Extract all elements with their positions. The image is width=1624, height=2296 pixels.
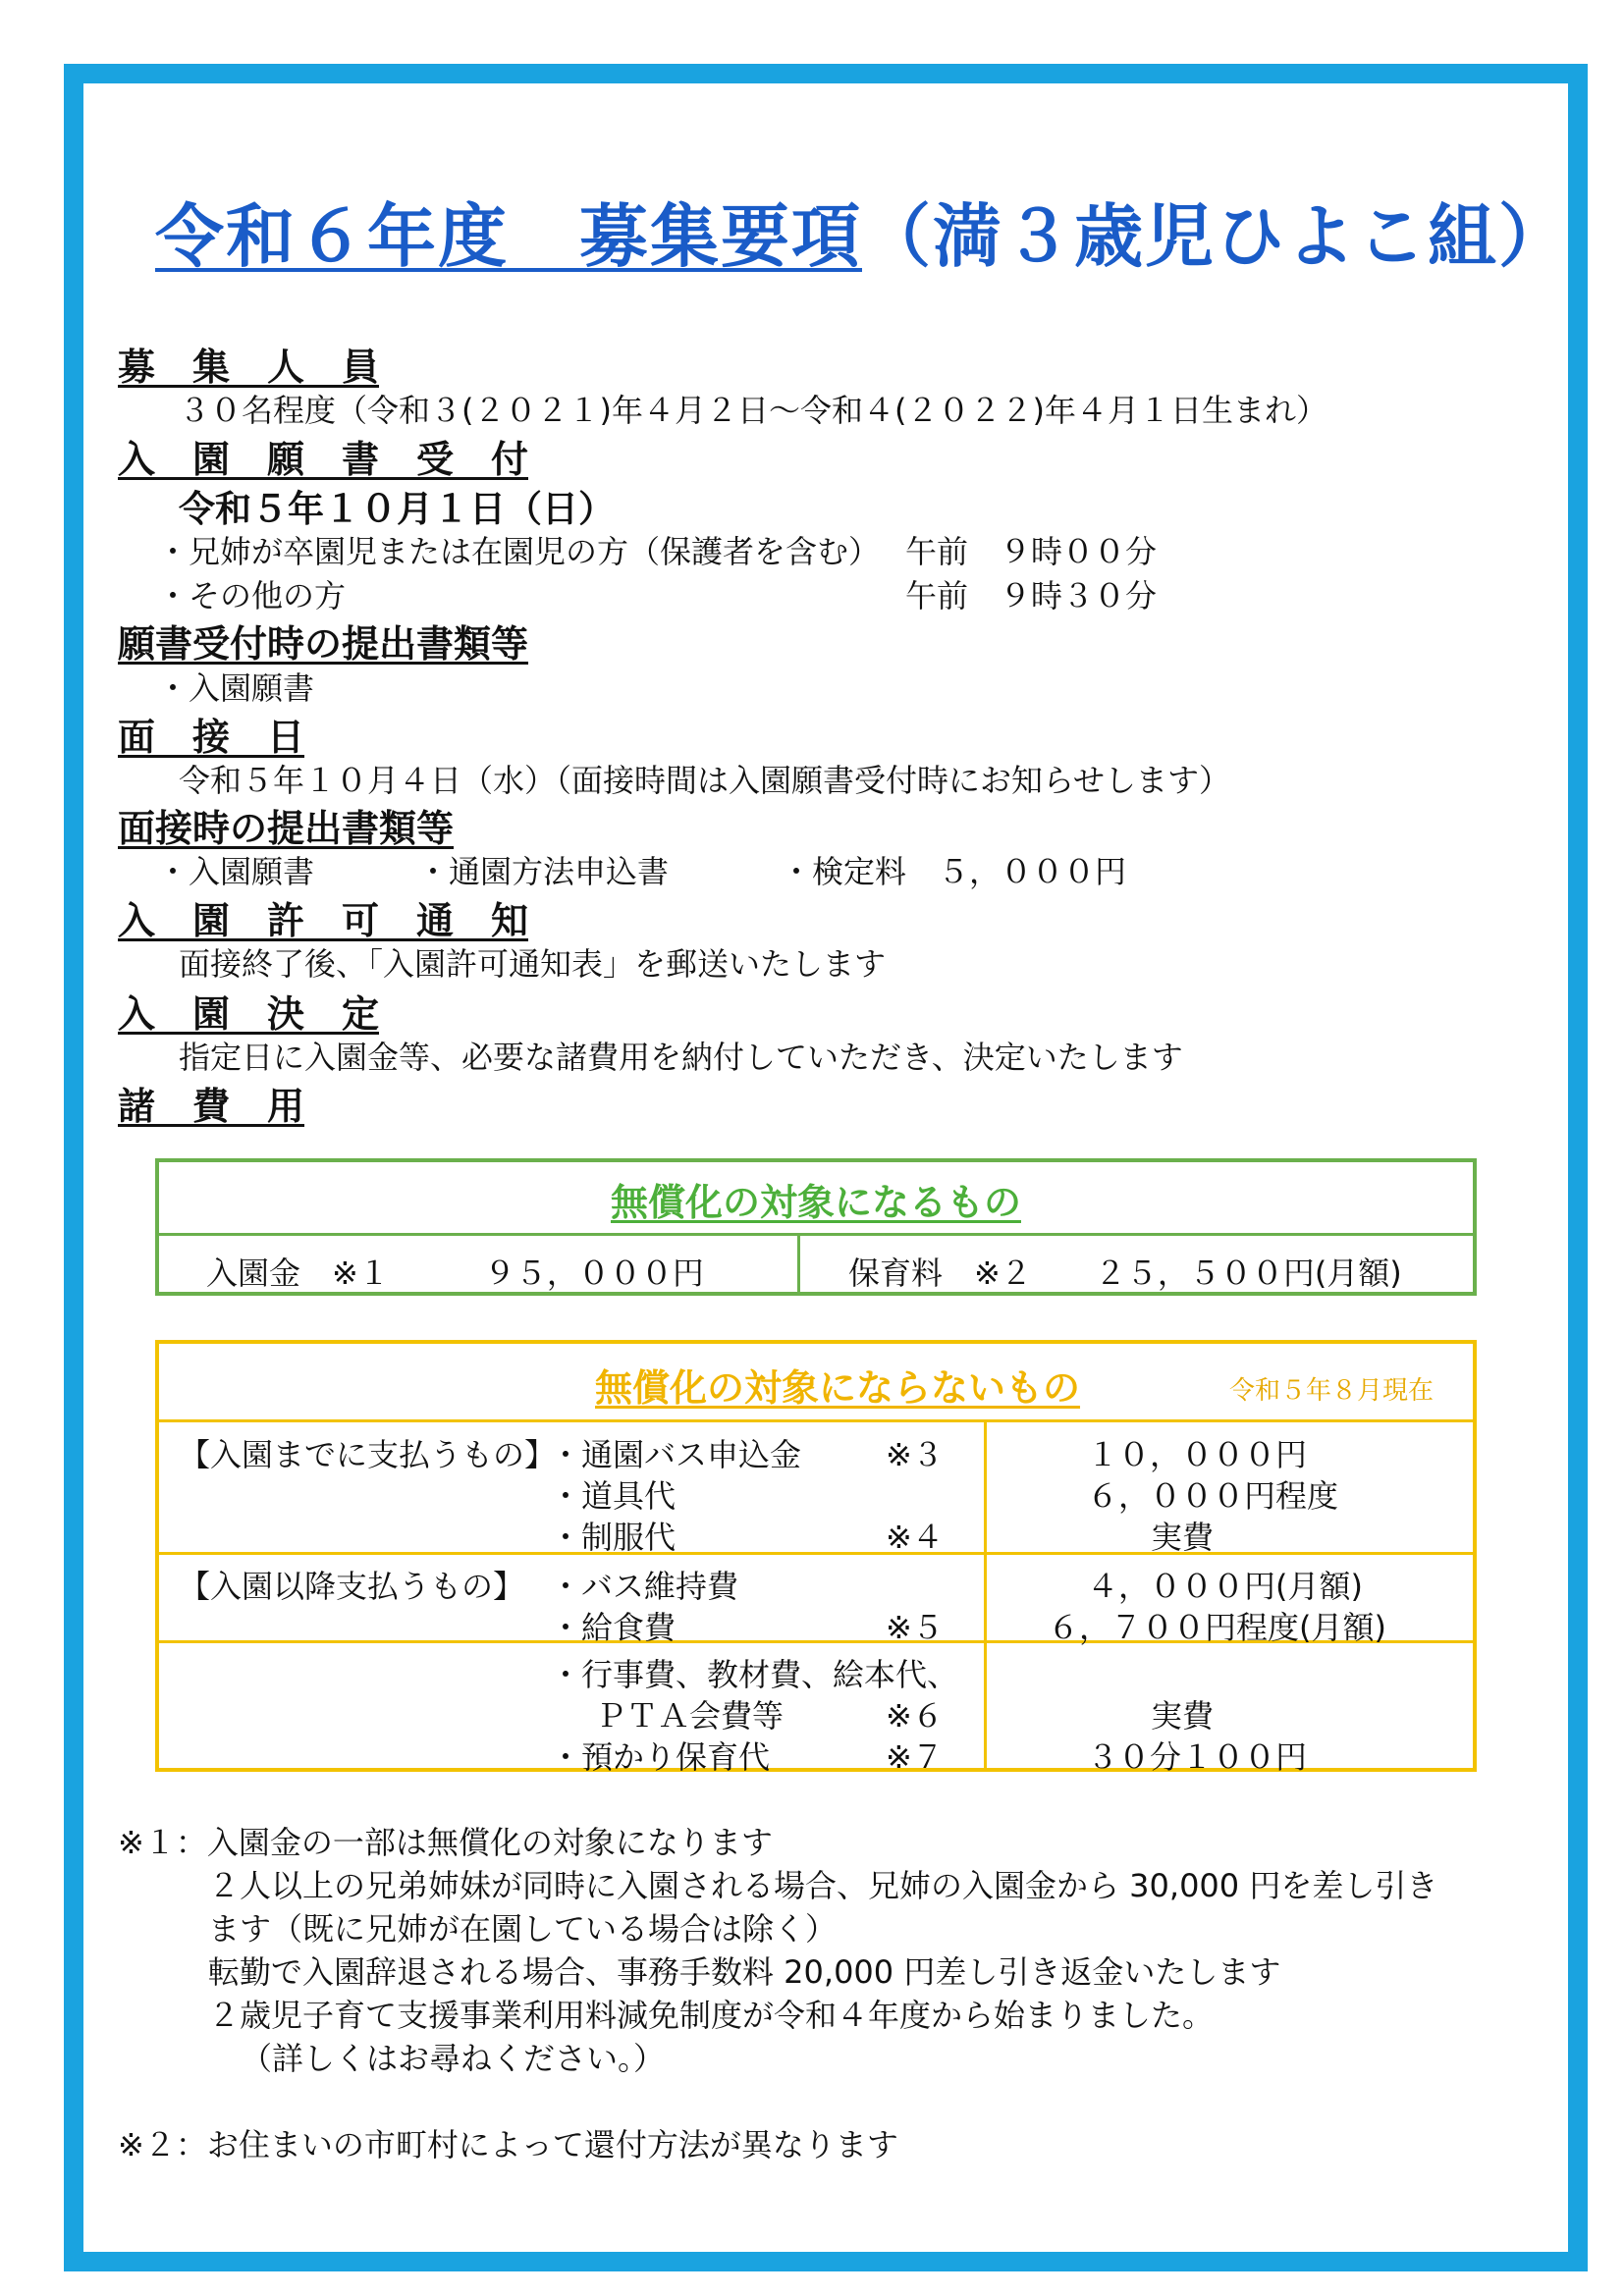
footnote: ※２：お住まいの市町村によって還付方法が異なります [118, 2126, 898, 2163]
free-box-admission-fee: 入園金 ※１ ９５，０００円 [206, 1255, 704, 1292]
application-date: 令和５年１０月１日（日） [179, 488, 615, 530]
paid-amount: ３０分１００円 [1087, 1738, 1308, 1776]
paid-box-date-note: 令和５年８月現在 [1229, 1376, 1435, 1406]
paid-amount: ６，０００円程度 [1087, 1477, 1339, 1515]
admission-decision-heading: 入 園 決 定 [118, 992, 380, 1036]
admission-notice-text: 面接終了後、「入園許可通知表」を郵送いたします [179, 945, 887, 983]
paid-note: ※３ [886, 1436, 944, 1473]
footnote: ２人以上の兄弟姉妹が同時に入園される場合、兄姉の入園金から 30,000 円を差し引き [208, 1867, 1438, 1904]
free-box-childcare-fee: 保育料 ※２ ２５，５００円(月額) [848, 1255, 1402, 1292]
paid-box-title: 無償化の対象にならないもの [595, 1366, 1081, 1410]
footnote: ２歳児子育て支援事業利用料減免制度が令和４年度から始まりました。 [208, 1997, 1215, 2034]
paid-item: ＰＴＡ会費等 [595, 1697, 785, 1735]
paid-amount: ６，７００円程度(月額) [1048, 1609, 1386, 1646]
docs-application-item: ・入園願書 [157, 669, 315, 707]
recruit-heading: 募 集 人 員 [118, 346, 380, 389]
admission-notice-heading: 入 園 許 可 通 知 [118, 899, 529, 942]
divider [159, 1233, 1473, 1236]
page-title [155, 182, 1569, 281]
interview-heading: 面 接 日 [118, 716, 305, 759]
paid-note: ※６ [886, 1697, 944, 1735]
application-row-label: ・兄姉が卒園児または在園児の方（保護者を含む） [157, 533, 881, 570]
interview-text: 令和５年１０月４日（水）（面接時間は入園願書受付時にお知らせします） [179, 762, 1231, 799]
footnote: （詳しくはお尋ねください。） [241, 2040, 666, 2077]
divider [159, 1419, 1473, 1422]
divider [797, 1233, 800, 1292]
docs-interview-item: ・入園願書 [157, 853, 315, 890]
title-sub: （満３歳児ひよこ組） [862, 196, 1569, 277]
paid-note: ※４ [886, 1519, 944, 1556]
recruit-text: ３０名程度（令和３(２０２１)年４月２日～令和４(２０２２)年４月１日生まれ） [179, 392, 1327, 429]
paid-item: ・制服代 [550, 1519, 677, 1556]
footnote: 転勤で入園辞退される場合、事務手数料 20,000 円差し引き返金いたします [208, 1953, 1281, 1991]
docs-interview-item: ・検定料 ５，０００円 [781, 853, 1127, 890]
paid-item: ・預かり保育代 [550, 1738, 771, 1776]
application-row-time: 午前 ９時３０分 [905, 577, 1158, 614]
free-box-title: 無償化の対象になるもの [610, 1181, 1021, 1224]
paid-item: ・バス維持費 [550, 1568, 739, 1605]
docs-interview-heading: 面接時の提出書類等 [118, 807, 455, 850]
paid-note: ※７ [886, 1738, 944, 1776]
paid-note: ※５ [886, 1609, 944, 1646]
paid-item: ・給食費 [550, 1609, 677, 1646]
application-row-time: 午前 ９時００分 [905, 533, 1158, 570]
paid-group-label: 【入園以降支払うもの】 [179, 1568, 525, 1605]
paid-fees-box [155, 1340, 1477, 1776]
application-row-label: ・その他の方 [157, 577, 347, 614]
divider [984, 1419, 987, 1768]
application-heading: 入 園 願 書 受 付 [118, 438, 529, 481]
title-main: 令和６年度 募集要項 [155, 196, 862, 277]
free-fees-box [155, 1158, 1477, 1296]
admission-decision-text: 指定日に入園金等、必要な諸費用を納付していただき、決定いたします [179, 1039, 1183, 1076]
paid-item: ・通園バス申込金 [550, 1436, 802, 1473]
footnote: ます（既に兄姉が在園している場合は除く） [208, 1910, 838, 1948]
paid-group-label: 【入園までに支払うもの】 [179, 1436, 557, 1473]
paid-amount: 実費 [1151, 1519, 1215, 1556]
paid-item: ・道具代 [550, 1477, 677, 1515]
paid-item: ・行事費、教材費、絵本代、 [550, 1656, 959, 1693]
paid-amount: ４，０００円(月額) [1087, 1568, 1363, 1605]
footnote: ※１：入園金の一部は無償化の対象になります [118, 1824, 773, 1861]
divider [159, 1552, 1473, 1555]
fees-heading: 諸 費 用 [118, 1085, 305, 1128]
docs-interview-item: ・通園方法申込書 [417, 853, 670, 890]
docs-application-heading: 願書受付時の提出書類等 [118, 622, 529, 666]
paid-amount: １０，０００円 [1087, 1436, 1308, 1473]
paid-amount: 実費 [1151, 1697, 1215, 1735]
